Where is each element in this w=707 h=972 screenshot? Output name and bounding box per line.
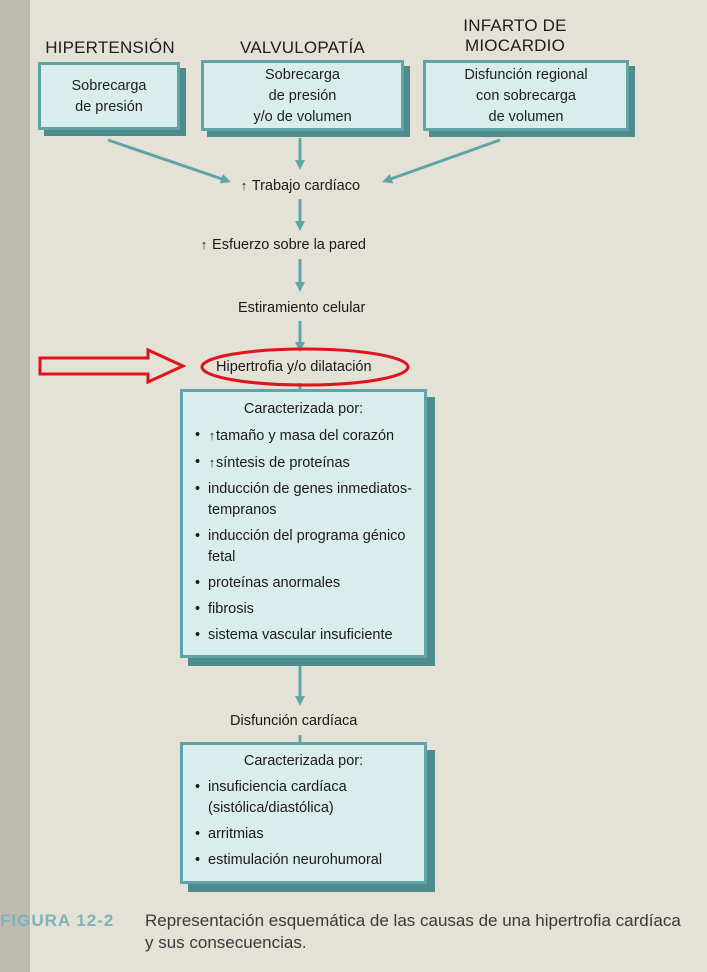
box-hipertension-line2: de presión	[75, 99, 143, 115]
increase-arrow-icon: ↑	[240, 178, 248, 193]
box-hipertrofia-title: Caracterizada por:	[243, 401, 364, 417]
box-hipertension-line1: Sobrecarga	[71, 78, 147, 94]
step-hipertrofia: Hipertrofia y/o dilatación	[216, 359, 372, 375]
list-item: • sistema vascular insuficiente	[193, 625, 416, 646]
box-valvulopatia-line2: de presión	[268, 88, 337, 104]
box-valvulopatia-line3: y/o de volumen	[253, 109, 352, 125]
step-esfuerzo	[200, 236, 366, 254]
step-disfuncion: Disfunción cardíaca	[230, 713, 358, 729]
box-infarto-line2: con sobrecarga	[476, 88, 576, 104]
box-disfuncion-title: Caracterizada por:	[243, 753, 364, 769]
header-infarto	[440, 16, 590, 56]
header-infarto-line2: MIOCARDIO	[464, 36, 566, 55]
header-hipertension: HIPERTENSIÓN	[45, 38, 175, 57]
box-infarto-line1: Disfunción regional	[464, 67, 588, 83]
step-estiramiento: Estiramiento celular	[238, 300, 366, 316]
box-valvulopatia-line1: Sobrecarga	[265, 67, 340, 83]
list-item: • inducción del programa génico fetal	[193, 526, 416, 568]
list-item: • arritmias	[193, 824, 416, 845]
figure-label: FIGURA 12-2	[0, 911, 115, 930]
box-infarto	[423, 60, 629, 131]
figure-caption-text: Representación esquemática de las causas de una hipertrofia cardíaca y sus consecuencias.	[145, 911, 681, 952]
list-item: • fibrosis	[193, 599, 416, 620]
list-item: • ↑síntesis de proteínas	[193, 452, 416, 474]
header-infarto-line1: INFARTO DE	[463, 16, 567, 35]
list-item: • estimulación neurohumoral	[193, 850, 416, 871]
list-item: • inducción de genes inmediatos-tempranos	[193, 479, 416, 521]
box-infarto-line3: de volumen	[488, 109, 564, 125]
box-valvulopatia	[201, 60, 404, 131]
list-item: • proteínas anormales	[193, 573, 416, 594]
step-esfuerzo-label: Esfuerzo sobre la pared	[212, 237, 366, 253]
box-hipertrofia-caracteristicas	[180, 389, 427, 658]
box-hipertension	[38, 62, 180, 130]
increase-arrow-icon: ↑	[208, 455, 216, 470]
step-trabajo	[240, 177, 360, 195]
box-disfuncion-caracteristicas	[180, 742, 427, 884]
list-item: • ↑tamaño y masa del corazón	[193, 425, 416, 447]
list-item: • insuficiencia cardíaca (sistólica/diastólica)	[193, 777, 416, 819]
header-valvulopatia: VALVULOPATÍA	[240, 38, 365, 57]
step-trabajo-label: Trabajo cardíaco	[251, 178, 361, 194]
increase-arrow-icon: ↑	[200, 237, 208, 252]
increase-arrow-icon: ↑	[208, 428, 216, 443]
